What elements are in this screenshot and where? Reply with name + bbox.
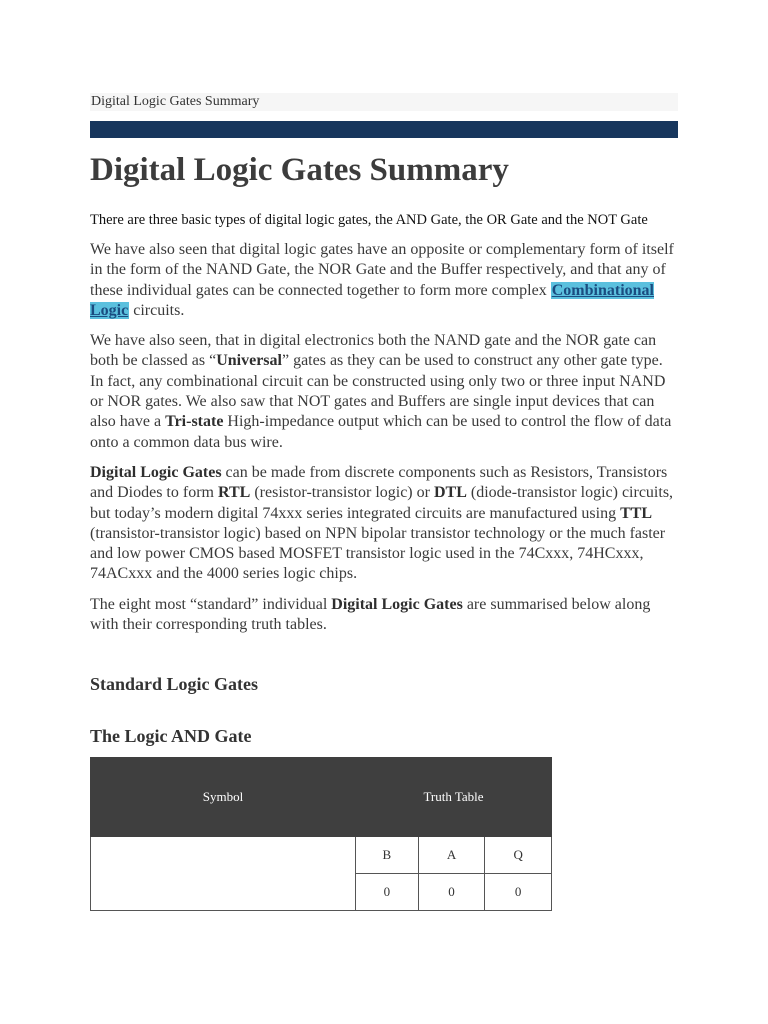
bold-term-universal: Universal [216,352,282,370]
paragraph-standard-gates [90,595,680,636]
table-cell: 0 [356,874,419,911]
table-cell: 0 [418,874,485,911]
section-heading-and-gate: The Logic AND Gate [90,726,252,747]
table-cell: 0 [485,874,552,911]
paragraph-universal-gates [90,331,680,453]
combinational-logic-link[interactable]: Combinational Logic [90,281,654,319]
bold-term-tri-state: Tri-state [165,413,224,431]
paragraph-text: ” gates as they can be used to construct any other gate type. In fact, any combinational circuit can be constructed using only two or three input NAND or NOR gates. We also saw that NOT gates and Buffers are single input devices that can also have a [90,352,666,431]
paragraph-complementary-gates [90,240,680,321]
table-header-row [91,758,552,837]
paragraph-text: We have also seen, that in digital electronics both the NAND gate and the NOR gate can both be classed as “ [90,332,657,370]
column-label-a: A [418,837,485,874]
truth-table-column-header: Truth Table [356,758,552,837]
table-row [91,837,552,874]
page-title: Digital Logic Gates Summary [90,152,509,188]
paragraph-text: circuits. [129,301,185,319]
symbol-column-header: Symbol [91,758,356,837]
paragraph-text: (diode-transistor logic) circuits, but today’s modern digital 74xxx series integrated circuits are manufactured using [90,484,674,522]
and-gate-truth-table [90,757,552,911]
paragraph-text: are summarised below along with their corresponding truth tables. [90,595,651,634]
section-heading-standard-logic-gates: Standard Logic Gates [90,674,259,695]
gate-symbol-cell [91,837,356,911]
bold-term-rtl: RTL [217,484,251,502]
intro-text: There are three basic types of digital logic gates, the AND Gate, the OR Gate and the NOT Gate [90,212,648,228]
bold-term-digital-logic-gates: Digital Logic Gates [331,595,463,613]
column-label-q: Q [485,837,552,874]
paragraph-text: (resistor-transistor logic) or [250,484,434,502]
article-content [90,148,680,911]
bold-term-digital-logic-gates: Digital Logic Gates [90,463,222,481]
paragraph-text: We have also seen that digital logic gates have an opposite or complementary form of itself in the form of the NAND Gate, the NOR Gate and the Buffer respectively, and that any of these individual gates can be connected together to form more complex [90,241,674,299]
bold-term-ttl: TTL [620,504,653,522]
paragraph-text: can be made from discrete components such as Resistors, Transistors and Diodes to form [90,463,668,502]
breadcrumb: Digital Logic Gates Summary [90,93,678,111]
column-label-b: B [356,837,419,874]
paragraph-text: (transistor-transistor logic) based on NPN bipolar transistor technology or the much faster and low power CMOS based MOSFET transistor logic used in the 74Cxxx, 74HCxxx, 74ACxxx and the 4000 series logic chips. [90,524,666,583]
paragraph-logic-families [90,463,680,585]
paragraph-text: High-impedance output which can be used to control the flow of data onto a common data bus wire. [90,413,672,451]
paragraph-text: The eight most “standard” individual [90,595,332,613]
title-bar [90,121,678,138]
bold-term-dtl: DTL [433,484,467,502]
